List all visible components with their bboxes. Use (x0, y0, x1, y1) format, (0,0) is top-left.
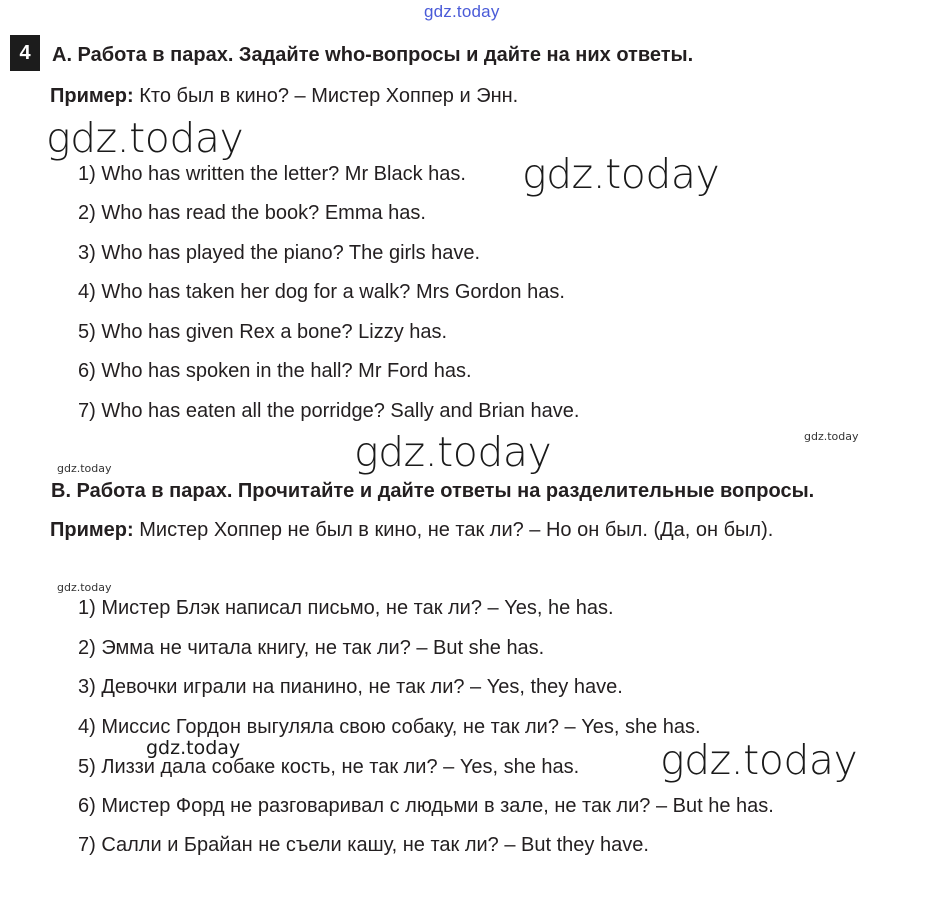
watermark-small: gdz.today (57, 581, 112, 594)
section-a-item: 3) Who has played the piano? The girls have. (78, 242, 481, 264)
watermark-big: gdz.today (660, 736, 858, 784)
watermark-big: gdz.today (522, 150, 720, 198)
section-a-item: 1) Who has written the letter? Mr Black has. (78, 163, 466, 185)
section-b-example-label: Пример: (50, 519, 134, 541)
section-b-example (50, 519, 773, 542)
section-b-item: 3) Девочки играли на пианино, не так ли? – Yes, they have. (78, 676, 623, 698)
section-b-item: 5) Лиззи дала собаке кость, не так ли? – Yes, she has. (78, 756, 580, 778)
watermark-mid: gdz.today (146, 737, 241, 759)
section-b-item: 1) Мистер Блэк написал письмо, не так ли? – Yes, he has. (78, 597, 614, 619)
section-b-item: 6) Мистер Форд не разговаривал с людьми в зале, не так ли? – But he has. (78, 795, 774, 817)
section-a-example-label: Пример: (50, 85, 134, 107)
watermark-big: gdz.today (46, 114, 244, 162)
section-a-item: 5) Who has given Rex a bone? Lizzy has. (78, 321, 448, 343)
section-a-heading: A. Работа в парах. Задайте who-вопросы и дайте на них ответы. (52, 44, 694, 66)
watermark-small: gdz.today (804, 430, 859, 443)
section-a-item: 4) Who has taken her dog for a walk? Mrs Gordon has. (78, 281, 565, 303)
section-a-example-text: Кто был в кино? – Мистер Хоппер и Энн. (139, 85, 519, 107)
watermark-small: gdz.today (57, 462, 112, 475)
section-a-item: 6) Who has spoken in the hall? Mr Ford has. (78, 360, 472, 382)
section-a-item: 2) Who has read the book? Emma has. (78, 202, 426, 224)
section-a-item: 7) Who has eaten all the porridge? Sally and Brian have. (78, 400, 580, 422)
section-b-item: 7) Салли и Брайан не съели кашу, не так ли? – But they have. (78, 834, 649, 856)
watermark-big: gdz.today (354, 428, 552, 476)
task-number-badge: 4 (10, 35, 40, 71)
watermark-top: gdz.today (424, 2, 500, 21)
section-a-example (50, 85, 518, 108)
section-b-item: 4) Миссис Гордон выгуляла свою собаку, не так ли? – Yes, she has. (78, 716, 701, 738)
section-b-example-text: Мистер Хоппер не был в кино, не так ли? – Но он был. (Да, он был). (139, 519, 774, 541)
section-b-item: 2) Эмма не читала книгу, не так ли? – But she has. (78, 637, 545, 659)
section-b-heading: B. Работа в парах. Прочитайте и дайте ответы на разделительные вопросы. (51, 480, 815, 502)
